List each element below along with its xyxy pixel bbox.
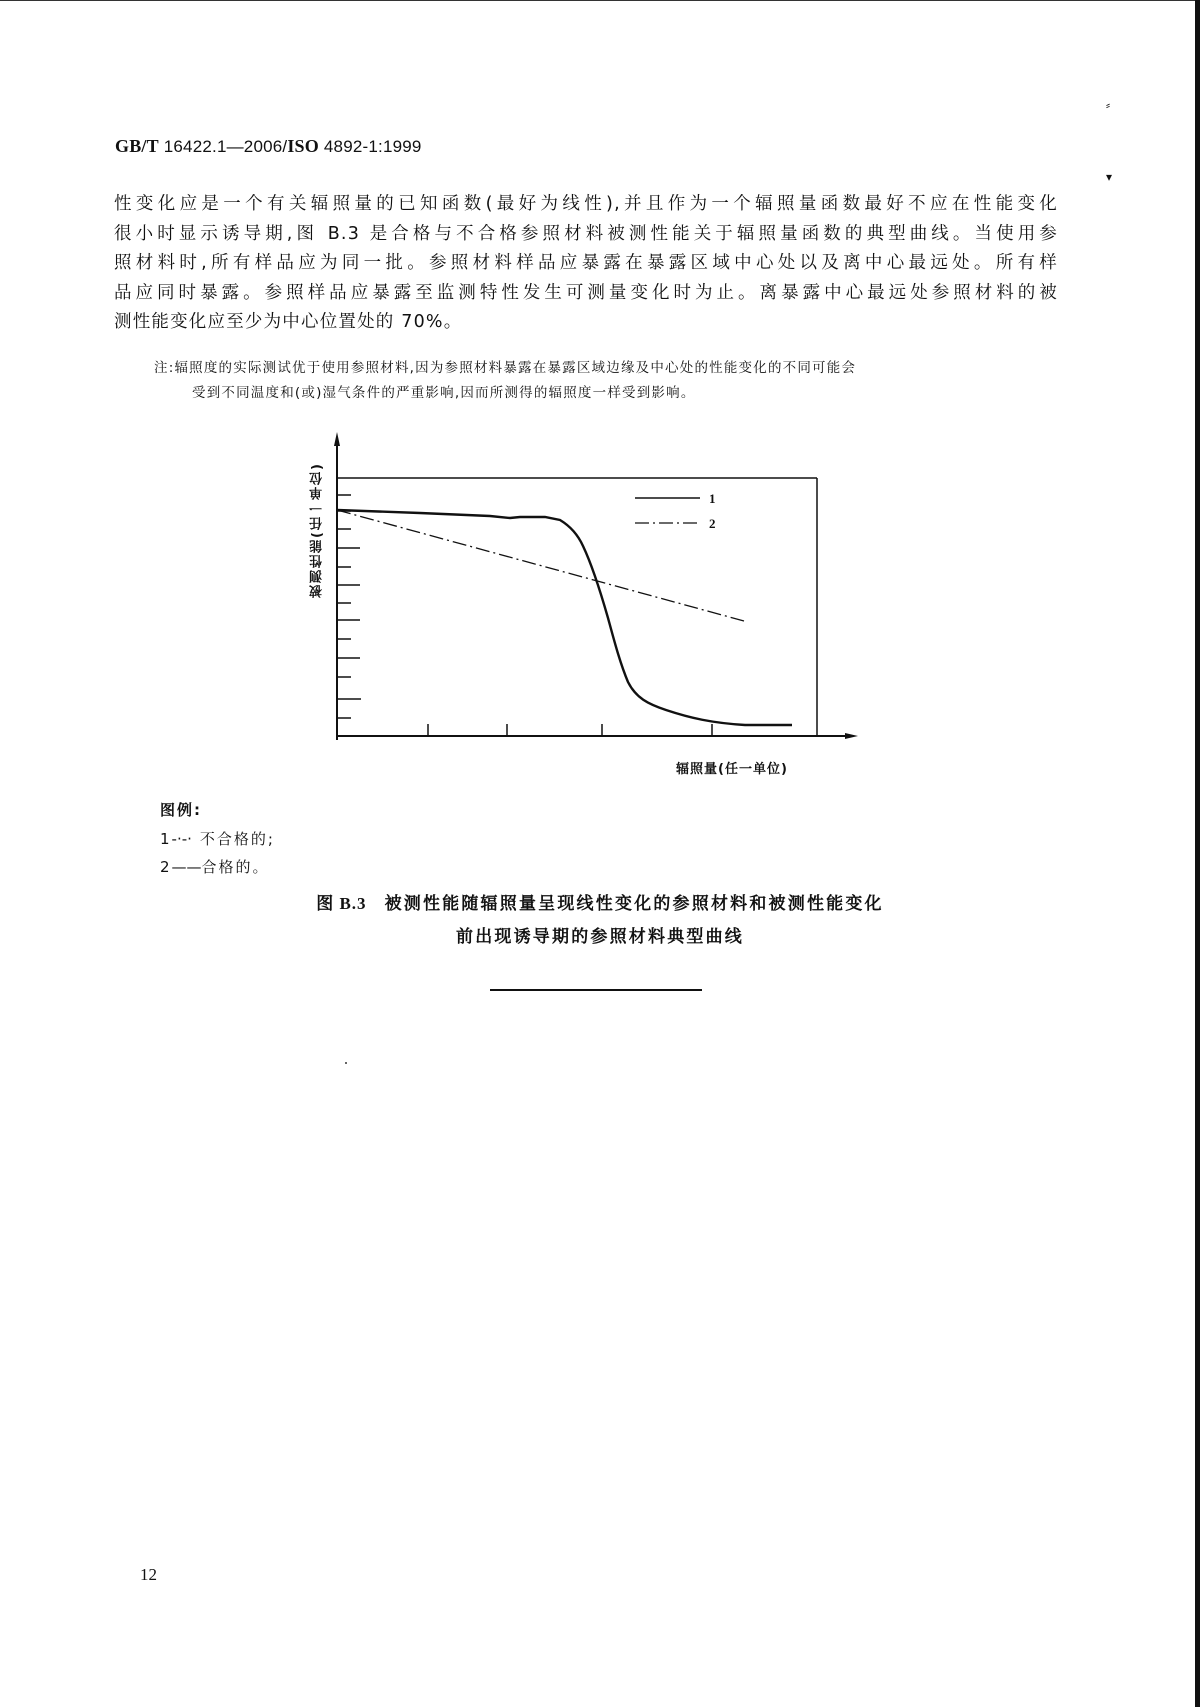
legend-label-2: 2 (709, 516, 716, 531)
figure-legend-item-2 (160, 853, 275, 882)
series-2-line (337, 510, 744, 621)
body-line: 很小时显示诱导期,图 B.3 是合格与不合格参照材料被测性能关于辐照量函数的典型曲线。当使用参 (114, 223, 1058, 244)
figure-legend-item-1 (160, 825, 275, 854)
end-of-document-rule (490, 989, 702, 991)
body-line: 品应同时暴露。参照样品应暴露至监测特性发生可测量变化时为止。离暴露中心最远处参照材料的被 (114, 282, 1058, 303)
legend-key: 1 (160, 829, 170, 848)
page-number: 12 (140, 1565, 157, 1584)
figure-legend-title: 图例: (160, 801, 202, 819)
legend-key: 2 (160, 858, 170, 876)
body-line: 性变化应是一个有关辐照量的已知函数(最好为线性),并且作为一个辐照量函数最好不应在性能变化 (114, 194, 1058, 214)
legend-text: 合格的。 (201, 858, 270, 876)
chart-y-axis-label: 被测性能(任一单位) (310, 462, 325, 598)
legend-text: 不合格的; (199, 829, 275, 848)
caption-line-2: 前出现诱导期的参照材料典型曲线 (456, 927, 744, 947)
document-header (115, 136, 422, 157)
y-ticks (337, 495, 361, 718)
scan-right-edge (1195, 0, 1200, 1707)
y-axis-arrow-icon (334, 432, 340, 446)
caption-line-1 (0, 887, 1200, 921)
caption-text-1: 被测性能随辐照量呈现线性变化的参照材料和被测性能变化 (384, 894, 884, 914)
header-iso-prefix: ISO (287, 136, 319, 156)
figure-b3-chart (300, 420, 880, 780)
note-line: 受到不同温度和(或)湿气条件的严重影响,因而所测得的辐照度一样受到影响。 (192, 385, 696, 401)
scan-artifact-mark: ⸗ (1106, 98, 1110, 112)
figure-caption (0, 887, 1200, 954)
header-standard-number: 16422.1—2006/ (158, 137, 288, 156)
legend-label-1: 1 (709, 491, 716, 506)
body-line: 测性能变化应至少为中心位置处的 70%。 (114, 312, 463, 332)
note-block (154, 356, 1058, 406)
scan-top-edge (0, 0, 1200, 1)
series-1-curve (337, 510, 792, 725)
x-ticks (428, 724, 712, 736)
header-iso-number: 4892-1:1999 (318, 137, 422, 156)
figure-legend (160, 796, 275, 882)
chart-x-axis-label: 辐照量(任一单位) (676, 762, 788, 777)
legend-separator: —— (171, 858, 202, 876)
note-line: 注:辐照度的实际测试优于使用参照材料,因为参照材料暴露在暴露区域边缘及中心处的性能变化的不同可能会 (154, 360, 857, 376)
x-axis-arrow-icon (845, 733, 858, 739)
scan-artifact-dot (345, 1062, 347, 1064)
body-paragraph (114, 190, 1058, 338)
header-standard-prefix: GB/T (115, 136, 159, 156)
body-line: 照材料时,所有样品应为同一批。参照材料样品应暴露在暴露区域中心处以及离中心最远处。所有样 (114, 253, 1058, 273)
legend-separator: -·-· (171, 829, 192, 848)
scan-artifact-mark: ▾ (1106, 170, 1113, 184)
figure-number: 图 B.3 (316, 894, 367, 913)
